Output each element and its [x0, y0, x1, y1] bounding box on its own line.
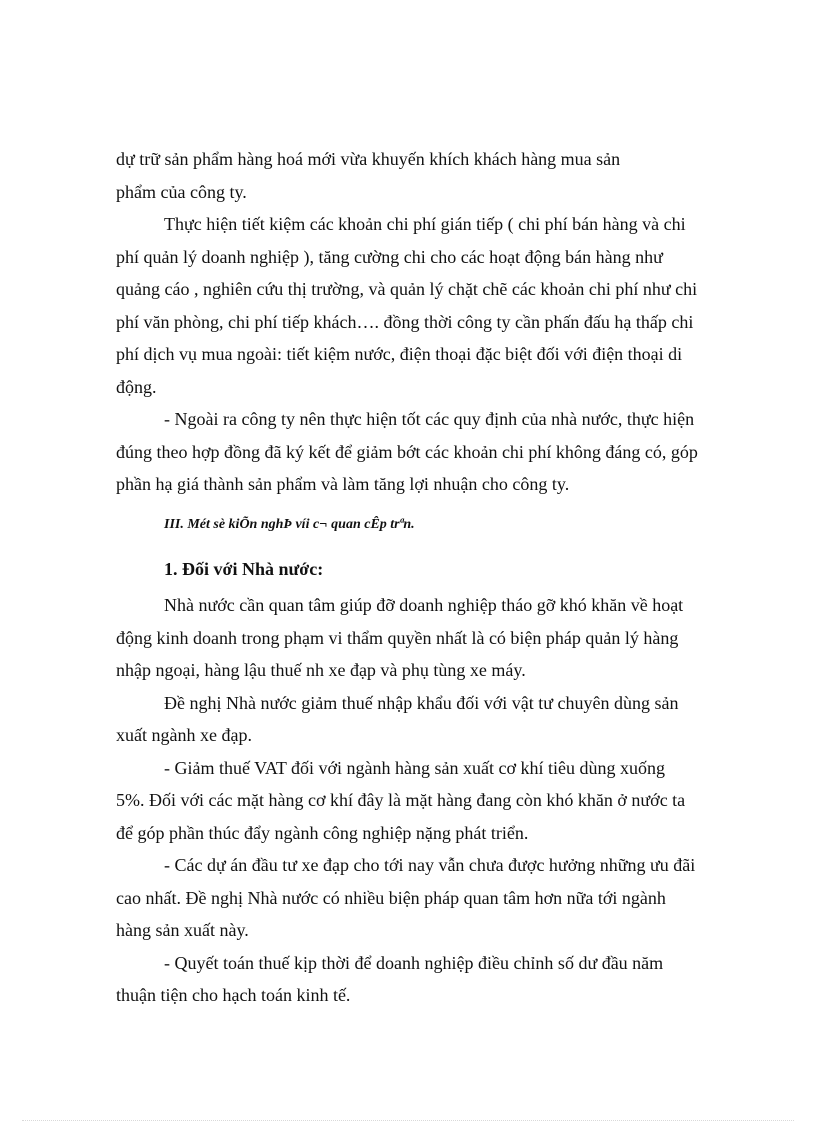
paragraph — [116, 589, 716, 687]
subsection-heading: 1. Đối với Nhà nước: — [164, 558, 324, 579]
text-line: phần hạ giá thành sản phẩm và làm tăng lợi nhuận cho công ty. — [116, 474, 570, 494]
paragraph — [116, 752, 716, 850]
text-line: xuất ngành xe đạp. — [116, 725, 252, 745]
text-line: - Ngoài ra công ty nên thực hiện tốt các quy định của nhà nước, thực hiện — [164, 409, 695, 429]
text-line: - Các dự án đầu tư xe đạp cho tới nay vẫn chưa được hưởng những ưu đãi — [164, 855, 696, 875]
text-line: 5%. Đối với các mặt hàng cơ khí đây là mặt hàng đang còn khó khăn ở nước ta — [116, 790, 686, 810]
text-line: Nhà nước cần quan tâm giúp đỡ doanh nghiệp tháo gỡ khó khăn về hoạt — [164, 595, 684, 615]
text-line: nhập ngoại, hàng lậu thuế nh xe đạp và phụ tùng xe máy. — [116, 660, 526, 680]
paragraph — [116, 947, 716, 1012]
text-line: phí văn phòng, chi phí tiếp khách…. đồng thời công ty cần phấn đấu hạ thấp chi — [116, 311, 694, 332]
paragraph — [116, 849, 716, 947]
text-line: phẩm của công ty. — [116, 181, 247, 202]
text-line: thuận tiện cho hạch toán kinh tế. — [116, 985, 351, 1005]
paragraph — [116, 403, 716, 501]
paragraph — [116, 143, 716, 208]
page-bottom-divider — [22, 1120, 794, 1121]
text-line: cao nhất. Đề nghị Nhà nước có nhiều biện pháp quan tâm hơn nữa tới ngành — [116, 887, 666, 908]
paragraph — [116, 208, 716, 403]
text-line: phí dịch vụ mua ngoài: tiết kiệm nước, điện thoại đặc biệt đối với điện thoại di — [116, 344, 683, 364]
text-line: phí quản lý doanh nghiệp ), tăng cường chi cho các hoạt động bán hàng như — [116, 246, 663, 267]
text-line: để góp phần thúc đẩy ngành công nghiệp nặng phát triển. — [116, 822, 529, 843]
text-line: động kinh doanh trong phạm vi thẩm quyền nhất là có biện pháp quản lý hàng — [116, 627, 679, 648]
text-line: hàng sản xuất này. — [116, 920, 249, 940]
text-line: quảng cáo , nghiên cứu thị trường, và quản lý chặt chẽ các khoản chi phí như chi — [116, 279, 698, 299]
text-line: Thực hiện tiết kiệm các khoản chi phí gián tiếp ( chi phí bán hàng và chi — [164, 214, 686, 234]
paragraph — [116, 687, 716, 752]
document-body — [116, 143, 716, 1012]
text-line: dự trữ sản phẩm hàng hoá mới vừa khuyến khích khách hàng mua sản — [116, 149, 621, 169]
text-line: - Quyết toán thuế kịp thời để doanh nghiệp điều chỉnh số dư đầu năm — [164, 952, 664, 973]
text-line: - Giảm thuế VAT đối với ngành hàng sản xuất cơ khí tiêu dùng xuống — [164, 757, 665, 778]
section-heading: III. Mét sè kiÕn nghÞ víi c¬ quan cÊp trªn. — [164, 516, 415, 532]
text-line: đúng theo hợp đồng đã ký kết để giảm bớt các khoản chi phí không đáng có, góp — [116, 441, 698, 462]
text-line: động. — [116, 376, 157, 397]
text-line: Đề nghị Nhà nước giảm thuế nhập khẩu đối với vật tư chuyên dùng sản — [164, 692, 679, 713]
